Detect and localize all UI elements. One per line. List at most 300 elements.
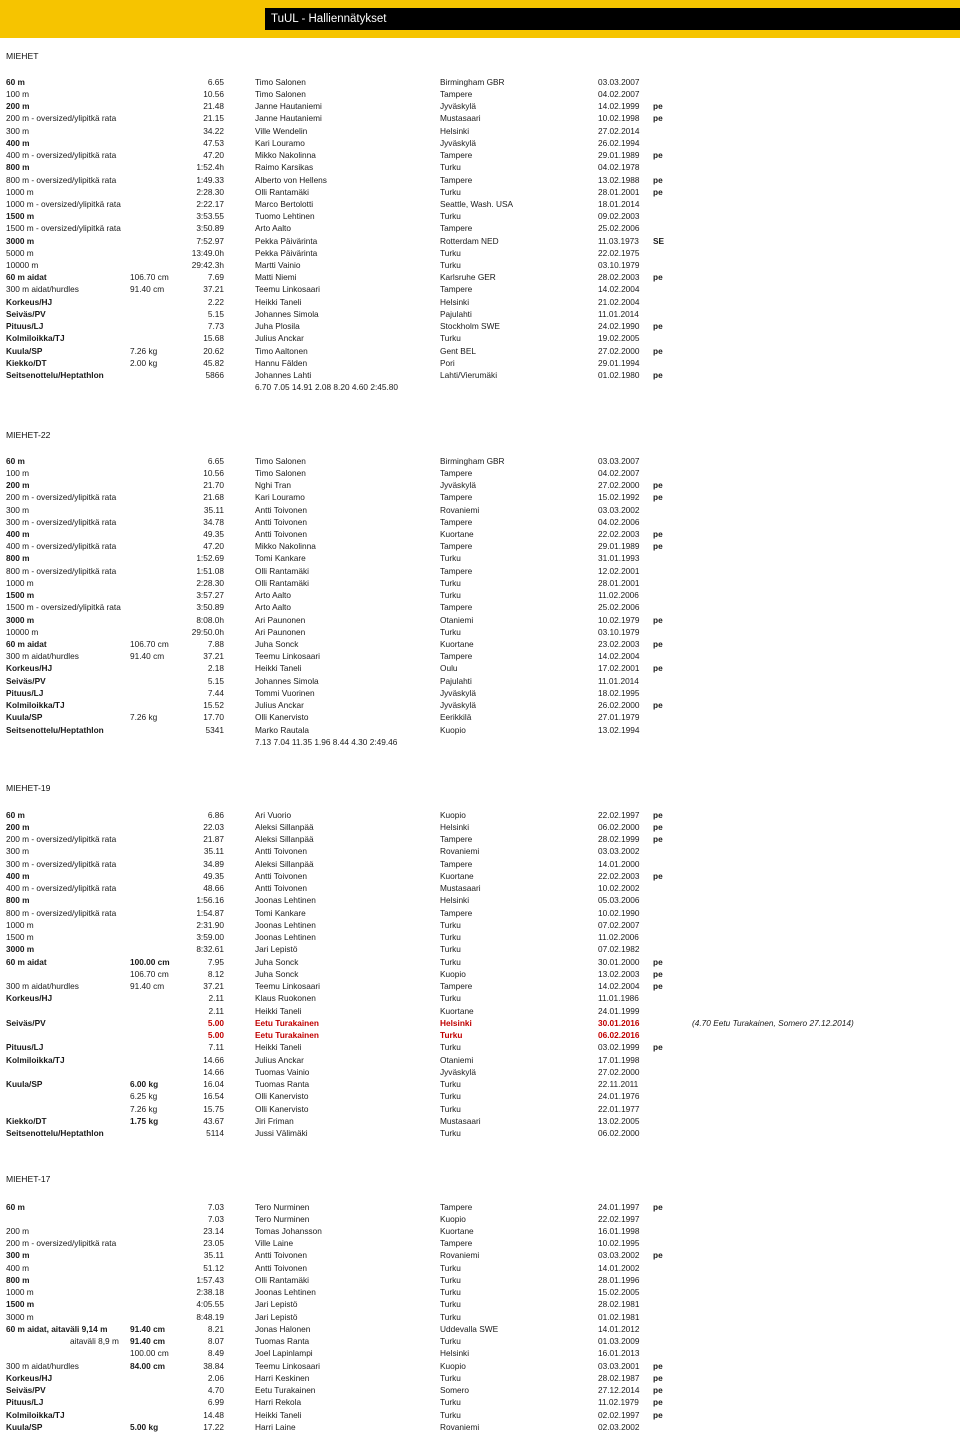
record-row [0,357,960,369]
event-name: 400 m - oversized/ylipitkä rata [6,883,117,893]
athlete-name: Janne Hautaniemi [255,113,322,123]
record-flag: pe [653,1202,663,1212]
event-name: 400 m [6,529,30,539]
record-row [0,1127,960,1139]
event-name: Kuula/SP [6,346,43,356]
record-date: 02.03.2002 [598,1422,640,1432]
record-date: 18.01.2014 [598,199,640,209]
event-name: Pituus/LJ [6,321,44,331]
event-name: 800 m [6,162,30,172]
athlete-name: Tero Nurminen [255,1214,310,1224]
event-name: 1500 m - oversized/ylipitkä rata [6,223,121,233]
record-row [0,540,960,552]
record-row [0,320,960,332]
record-date: 27.01.1979 [598,712,640,722]
venue: Turku [440,920,461,930]
result-value: 2:22.17 [196,199,224,209]
athlete-name: Harri Keskinen [255,1373,310,1383]
athlete-name: Nghi Tran [255,480,291,490]
venue: Turku [440,333,461,343]
record-row [0,247,960,259]
section-title: MIEHET-17 [6,1174,51,1184]
venue: Kuortane [440,639,474,649]
record-date: 01.02.1980 [598,370,640,380]
record-date: 03.03.2001 [598,1361,640,1371]
athlete-name: Aleksi Sillanpää [255,822,314,832]
record-date: 03.03.2007 [598,456,640,466]
result-value: 1:52.69 [196,553,224,563]
athlete-name: Aleksi Sillanpää [255,834,314,844]
record-flag: pe [653,492,663,502]
event-name: Kuula/SP [6,712,43,722]
record-date: 13.02.1994 [598,725,640,735]
event-name: Kolmiloikka/TJ [6,333,65,343]
record-row [0,1262,960,1274]
record-date: 07.02.2007 [598,920,640,930]
record-date: 03.10.1979 [598,627,640,637]
athlete-name: Julius Anckar [255,1055,304,1065]
athlete-name: Tuomo Lehtinen [255,211,315,221]
event-name: 60 m [6,810,25,820]
result-value: 29:42.3h [191,260,224,270]
section-title: MIEHET-19 [6,783,51,793]
result-value: 43.67 [203,1116,224,1126]
record-row [0,332,960,344]
record-flag: pe [653,529,663,539]
result-value: 2:28.30 [196,578,224,588]
section-title: MIEHET [6,51,39,61]
athlete-name: Johannes Simola [255,309,319,319]
result-value: 38.84 [203,1361,224,1371]
venue: Turku [440,1397,461,1407]
event-name: 800 m - oversized/ylipitkä rata [6,566,117,576]
venue: Kuopio [440,1361,466,1371]
athlete-name: Matti Niemi [255,272,297,282]
record-flag: pe [653,175,663,185]
record-date: 10.02.1998 [598,113,640,123]
venue: Turku [440,187,461,197]
athlete-name: Teemu Linkosaari [255,651,321,661]
venue: Turku [440,248,461,258]
record-flag: pe [653,957,663,967]
record-flag: pe [653,113,663,123]
event-name: 800 m - oversized/ylipitkä rata [6,175,117,185]
event-name: 100 m [6,468,30,478]
venue: Mustasaari [440,883,481,893]
athlete-name: Joonas Lehtinen [255,932,316,942]
venue: Turku [440,944,461,954]
venue: Turku [440,627,461,637]
record-row [0,345,960,357]
venue: Tampere [440,834,473,844]
athlete-name: Juha Sonck [255,639,299,649]
event-name: 200 m - oversized/ylipitkä rata [6,834,117,844]
event-name: 3000 m [6,236,35,246]
athlete-name: Mikko Nakolinna [255,150,316,160]
event-name: Korkeus/HJ [6,297,53,307]
event-name: Seitsenottelu/Heptathlon [6,370,104,380]
result-value: 49.35 [203,871,224,881]
event-name: Seiväs/PV [6,309,46,319]
venue: Kuopio [440,969,466,979]
record-row [0,724,960,736]
athlete-name: Antti Toivonen [255,1263,307,1273]
athlete-name: Tomas Johansson [255,1226,322,1236]
event-name: 60 m [6,1202,25,1212]
record-date: 28.02.2003 [598,272,640,282]
record-row [0,1298,960,1310]
result-value: 3:57.27 [196,590,224,600]
event-name: Seitsenottelu/Heptathlon [6,725,104,735]
result-value: 1:56.16 [196,895,224,905]
event-name: Kolmiloikka/TJ [6,700,65,710]
record-row [0,943,960,955]
athlete-name: Tommi Vuorinen [255,688,315,698]
result-value: 34.89 [203,859,224,869]
record-date: 25.02.2006 [598,223,640,233]
athlete-name: Marco Bertolotti [255,199,314,209]
venue: Kuopio [440,810,466,820]
athlete-name: Eetu Turakainen [255,1018,319,1028]
record-date: 07.02.1982 [598,944,640,954]
record-row [0,1311,960,1323]
record-row [0,1103,960,1115]
result-value: 4.70 [207,1385,224,1395]
venue: Turku [440,553,461,563]
record-row [0,882,960,894]
record-flag: pe [653,1361,663,1371]
record-date: 04.02.2007 [598,468,640,478]
result-value: 51.12 [203,1263,224,1273]
record-date: 30.01.2016 [598,1018,640,1028]
result-value: 7:52.97 [196,236,224,246]
athlete-name: Teemu Linkosaari [255,1361,321,1371]
record-date: 24.01.1997 [598,1202,640,1212]
athlete-name: Antti Toivonen [255,505,307,515]
athlete-name: Heikki Taneli [255,1006,302,1016]
athlete-name: Olli Kanervisto [255,1091,309,1101]
venue: Tampere [440,223,473,233]
event-name: Kuula/SP [6,1422,43,1432]
athlete-name: Juha Plosila [255,321,300,331]
record-date: 17.02.2001 [598,663,640,673]
record-row [0,174,960,186]
venue: Helsinki [440,895,470,905]
venue: Rovaniemi [440,1250,480,1260]
athlete-name: Marko Rautala [255,725,309,735]
implement-spec: 100.00 cm [130,1348,169,1358]
event-name: Kolmiloikka/TJ [6,1410,65,1420]
event-name: 300 m [6,505,30,515]
record-date: 14.02.2004 [598,284,640,294]
athlete-name: Arto Aalto [255,590,291,600]
record-row [0,1054,960,1066]
implement-spec: 91.40 cm [130,1336,166,1346]
athlete-name: Aleksi Sillanpää [255,859,314,869]
record-date: 26.02.2000 [598,700,640,710]
event-name: 400 m - oversized/ylipitkä rata [6,150,117,160]
record-row [0,504,960,516]
venue: Tampere [440,150,473,160]
record-row [0,149,960,161]
venue: Turku [440,1104,461,1114]
record-date: 21.02.2004 [598,297,640,307]
record-row [0,662,960,674]
implement-spec: 91.40 cm [130,651,165,661]
result-value: 23.14 [203,1226,224,1236]
record-row [0,980,960,992]
venue: Rotterdam NED [440,236,499,246]
event-name: 1000 m - oversized/ylipitkä rata [6,199,121,209]
event-name: 800 m [6,895,30,905]
record-date: 13.02.2005 [598,1116,640,1126]
result-value: 5.00 [207,1018,224,1028]
athlete-name: Teemu Linkosaari [255,284,321,294]
record-row [0,1078,960,1090]
record-row [0,1286,960,1298]
record-date: 22.02.2003 [598,529,640,539]
record-row [0,845,960,857]
event-name: Kiekko/DT [6,1116,47,1126]
result-value: 7.69 [207,272,224,282]
athlete-name: Johannes Simola [255,676,319,686]
athlete-name: Olli Rantamäki [255,1275,309,1285]
venue: Helsinki [440,297,470,307]
record-date: 10.02.1995 [598,1238,640,1248]
record-date: 27.02.2014 [598,126,640,136]
result-value: 15.52 [203,700,224,710]
record-flag: pe [653,700,663,710]
event-name: 60 m aidat [6,639,47,649]
athlete-name: Eetu Turakainen [255,1030,319,1040]
athlete-name: Antti Toivonen [255,517,307,527]
venue: Stockholm SWE [440,321,500,331]
venue: Kuopio [440,725,466,735]
athlete-name: Heikki Taneli [255,1410,302,1420]
venue: Pori [440,358,455,368]
record-date: 25.02.2006 [598,602,640,612]
record-date: 28.02.1999 [598,834,640,844]
venue: Turku [440,260,461,270]
venue: Mustasaari [440,1116,481,1126]
record-date: 29.01.1989 [598,541,640,551]
record-row [0,821,960,833]
record-date: 01.03.2009 [598,1336,640,1346]
venue: Jyväskylä [440,480,476,490]
result-value: 14.66 [203,1067,224,1077]
record-row [0,369,960,381]
result-value: 5.00 [207,1030,224,1040]
venue: Turku [440,162,461,172]
event-name: 800 m [6,553,30,563]
event-name: 1500 m [6,932,34,942]
athlete-name: Mikko Nakolinna [255,541,316,551]
event-name: 3000 m [6,615,35,625]
record-date: 13.02.2003 [598,969,640,979]
result-value: 7.03 [207,1214,224,1224]
result-value: 3:59.00 [196,932,224,942]
athlete-name: Harri Rekola [255,1397,302,1407]
event-name: Seiväs/PV [6,1018,46,1028]
record-date: 23.02.2003 [598,639,640,649]
result-value: 8:32.61 [196,944,224,954]
record-flag: pe [653,822,663,832]
venue: Kuortane [440,1006,474,1016]
athlete-name: Antti Toivonen [255,846,307,856]
record-date: 15.02.1992 [598,492,640,502]
record-date: 11.03.1973 [598,236,639,246]
result-value: 1:54.87 [196,908,224,918]
result-value: 17.70 [203,712,224,722]
record-row [0,675,960,687]
event-name: 300 m [6,126,30,136]
record-date: 15.02.2005 [598,1287,640,1297]
record-date: 04.02.1978 [598,162,640,172]
record-date: 16.01.2013 [598,1348,640,1358]
record-date: 29.01.1994 [598,358,640,368]
record-row [0,1017,960,1029]
result-value: 17.22 [203,1422,224,1432]
result-value: 22.03 [203,822,224,832]
event-name: 300 m - oversized/ylipitkä rata [6,517,117,527]
venue: Turku [440,932,461,942]
implement-spec: 106.70 cm [130,969,169,979]
record-flag: pe [653,1042,663,1052]
venue: Rovaniemi [440,846,480,856]
record-row [0,589,960,601]
record-date: 14.01.2012 [598,1324,640,1334]
athlete-name: Ville Wendelin [255,126,308,136]
record-flag: pe [653,981,663,991]
athlete-name: Olli Rantamäki [255,566,309,576]
record-date: 27.02.2000 [598,1067,640,1077]
record-note: (4.70 Eetu Turakainen, Somero 27.12.2014) [692,1018,854,1028]
athlete-name: Arto Aalto [255,602,291,612]
athlete-name: Kari Louramo [255,138,305,148]
header-bar [0,0,960,38]
record-date: 02.02.1997 [598,1410,640,1420]
record-date: 19.02.2005 [598,333,640,343]
record-date: 06.02.2016 [598,1030,640,1040]
implement-spec: 7.26 kg [130,1104,158,1114]
record-row [0,870,960,882]
result-value: 15.75 [203,1104,224,1114]
record-row [0,1029,960,1041]
result-value: 34.22 [203,126,224,136]
record-date: 28.01.2001 [598,578,640,588]
result-value: 47.20 [203,150,224,160]
venue: Helsinki [440,1018,472,1028]
record-row [0,381,960,393]
result-value: 14.48 [203,1410,224,1420]
record-flag: pe [653,321,663,331]
event-name: 60 m aidat, aitaväli 9,14 m [6,1324,108,1334]
venue: Rovaniemi [440,505,480,515]
event-name: Seitsenottelu/Heptathlon [6,1128,104,1138]
venue: Kuortane [440,1226,474,1236]
section-title: MIEHET-22 [6,430,51,440]
athlete-name: Olli Kanervisto [255,712,309,722]
result-value: 8.49 [207,1348,224,1358]
result-value: 7.95 [207,957,224,967]
result-value: 8:48.19 [196,1312,224,1322]
record-row [0,1335,960,1347]
athlete-name: Ville Laine [255,1238,294,1248]
venue: Uddevalla SWE [440,1324,499,1334]
venue: Tampere [440,602,473,612]
result-value: 7.44 [207,688,224,698]
result-value: 13:49.0h [191,248,224,258]
event-name: Pituus/LJ [6,688,44,698]
record-date: 24.01.1976 [598,1091,640,1101]
record-row [0,161,960,173]
venue: Turku [440,211,461,221]
result-value: 21.48 [203,101,224,111]
athlete-name: Tomi Kankare [255,908,306,918]
record-flag: pe [653,1397,663,1407]
result-value: 45.82 [203,358,224,368]
record-row [0,577,960,589]
athlete-name: Tuomas Vainio [255,1067,310,1077]
event-name: Korkeus/HJ [6,993,53,1003]
athlete-name: Tomi Kankare [255,553,306,563]
record-date: 27.12.2014 [598,1385,640,1395]
athlete-name: Jussi Välimäki [255,1128,308,1138]
record-row [0,1384,960,1396]
result-value: 10.56 [203,468,224,478]
result-value: 2:28.30 [196,187,224,197]
venue: Turku [440,1079,461,1089]
record-row [0,601,960,613]
athlete-name: Timo Salonen [255,468,306,478]
venue: Otaniemi [440,615,474,625]
venue: Jyväskylä [440,688,476,698]
record-date: 22.02.1997 [598,810,640,820]
record-row [0,308,960,320]
record-date: 22.02.1997 [598,1214,640,1224]
athlete-name: Timo Salonen [255,77,306,87]
record-flag: pe [653,1373,663,1383]
venue: Karlsruhe GER [440,272,496,282]
athlete-name: Pekka Päivärinta [255,236,318,246]
record-row [0,210,960,222]
record-date: 22.11.2011 [598,1079,639,1089]
athlete-name: Julius Anckar [255,700,304,710]
event-name: 300 m aidat/hurdles [6,284,79,294]
athlete-name: Kari Louramo [255,492,305,502]
result-value: 49.35 [203,529,224,539]
event-name: Pituus/LJ [6,1042,44,1052]
record-row [0,76,960,88]
record-date: 27.02.2000 [598,346,640,356]
record-flag: pe [653,871,663,881]
record-row [0,186,960,198]
athlete-name: Johannes Lahti [255,370,312,380]
venue: Seattle, Wash. USA [440,199,514,209]
record-date: 14.02.2004 [598,981,640,991]
athlete-name: Jiri Friman [255,1116,294,1126]
result-value: 48.66 [203,883,224,893]
venue: Tampere [440,284,473,294]
venue: Helsinki [440,822,470,832]
record-date: 01.02.1981 [598,1312,640,1322]
record-flag: pe [653,615,663,625]
record-date: 29.01.1989 [598,150,640,160]
record-flag: pe [653,639,663,649]
record-date: 05.03.2006 [598,895,640,905]
result-value: 2.22 [207,297,224,307]
record-date: 14.01.2002 [598,1263,640,1273]
